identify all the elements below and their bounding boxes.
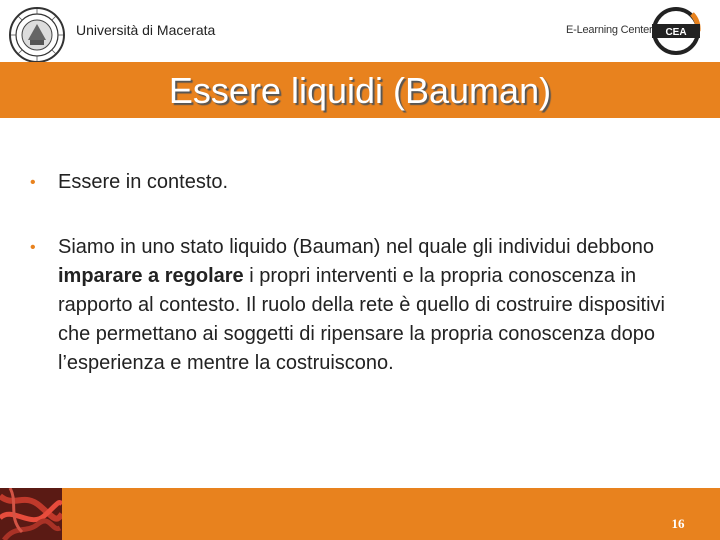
- university-name: Università di Macerata: [76, 22, 216, 38]
- elearning-center-label: E-Learning Center: [566, 24, 653, 36]
- page-number: 16: [671, 516, 685, 531]
- ceal-logo-icon: [644, 4, 708, 58]
- logo-letters: CEA: [665, 27, 687, 38]
- slide-title: Essere liquidi (Bauman): [168, 70, 552, 111]
- bullet-item: [30, 168, 700, 197]
- bullet-text-after: i propri interventi e la propria conoscenza in rapporto al contesto. Il ruolo della rete è quello di costruire dispositivi che permettano ai soggetti di ripensare la propria conoscenza dopo l’esperienza e mentre la costruiscono.: [58, 265, 665, 374]
- bullet-text-before: Siamo in uno stato liquido (Bauman) nel quale gli individui debbono: [58, 236, 654, 258]
- footer-band: [0, 488, 720, 540]
- bullet-marker: •: [30, 174, 36, 191]
- bullet-marker: •: [30, 239, 36, 256]
- university-seal-icon: [8, 6, 66, 64]
- bullet-text: Essere in contesto.: [58, 171, 229, 193]
- slide-content: [30, 168, 700, 378]
- red-ribbon-image: [0, 488, 62, 540]
- bullet-emphasis: imparare a regolare: [58, 265, 244, 287]
- bullet-item: [30, 233, 700, 378]
